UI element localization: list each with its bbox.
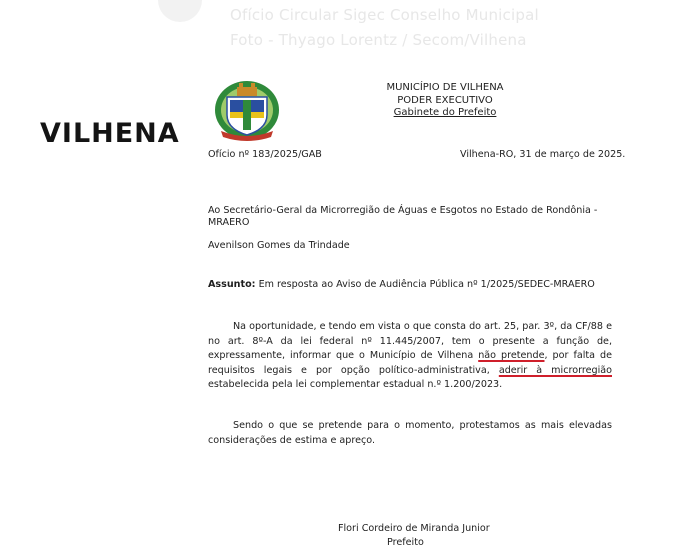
paragraph-1-part-3: estabelecida pela lei complementar estadual n.º 1.200/2023.: [208, 379, 503, 391]
letterhead-office: Gabinete do Prefeito: [393, 107, 497, 118]
document-date: Vilhena-RO, 31 de março de 2025.: [460, 149, 626, 160]
background-caption-line-1: Ofício Circular Sigec Conselho Municipal: [230, 6, 539, 24]
highlight-aderir-microrregiao: aderir à microrregião: [498, 364, 612, 376]
letterhead-branch: PODER EXECUTIVO: [397, 94, 493, 106]
body-paragraph-2: Sendo o que se pretende para o momento, protestamos as mais elevadas considerações de estima e apreço.: [208, 420, 612, 446]
signatory-name: Flori Cordeiro de Miranda Junior: [338, 523, 490, 534]
recipient-name: Avenilson Gomes da Trindade: [208, 240, 350, 251]
city-label: VILHENA: [40, 118, 180, 149]
subject-text: Em resposta ao Aviso de Audiência Pública nº 1/2025/SEDEC-MRAERO: [255, 279, 595, 290]
subject-label: Assunto:: [208, 279, 256, 290]
paragraph-1-part-2: , por falta de requisitos legais e por opção político-administrativa,: [208, 350, 612, 376]
decorative-circle: [158, 0, 202, 22]
body-paragraph-1: [208, 320, 612, 393]
letterhead-municipality: MUNICÍPIO DE VILHENA: [386, 82, 504, 93]
signatory-title: Prefeito: [387, 537, 424, 548]
background-caption-line-2: Foto - Thyago Lorentz / Secom/Vilhena: [230, 31, 527, 49]
document-number: Ofício nº 183/2025/GAB: [208, 149, 322, 160]
recipient-line-1: Ao Secretário-Geral da Microrregião de Águas e Esgotos no Estado de Rondônia -: [208, 205, 598, 216]
letterhead: [330, 82, 560, 120]
paragraph-1-part-1: Na oportunidade, e tendo em vista o que consta do art. 25, par. 3º, da CF/88 e no art. 8º-A da lei federal nº 11.445/2007, tem o presente a função de, expressamente, informar que o Município de Vilhena: [208, 321, 612, 362]
recipient-line-2: MRAERO: [208, 217, 250, 228]
highlight-nao-pretende: não pretende: [478, 350, 545, 362]
subject-line: [208, 279, 595, 291]
municipal-coat-of-arms-icon: [213, 77, 281, 141]
